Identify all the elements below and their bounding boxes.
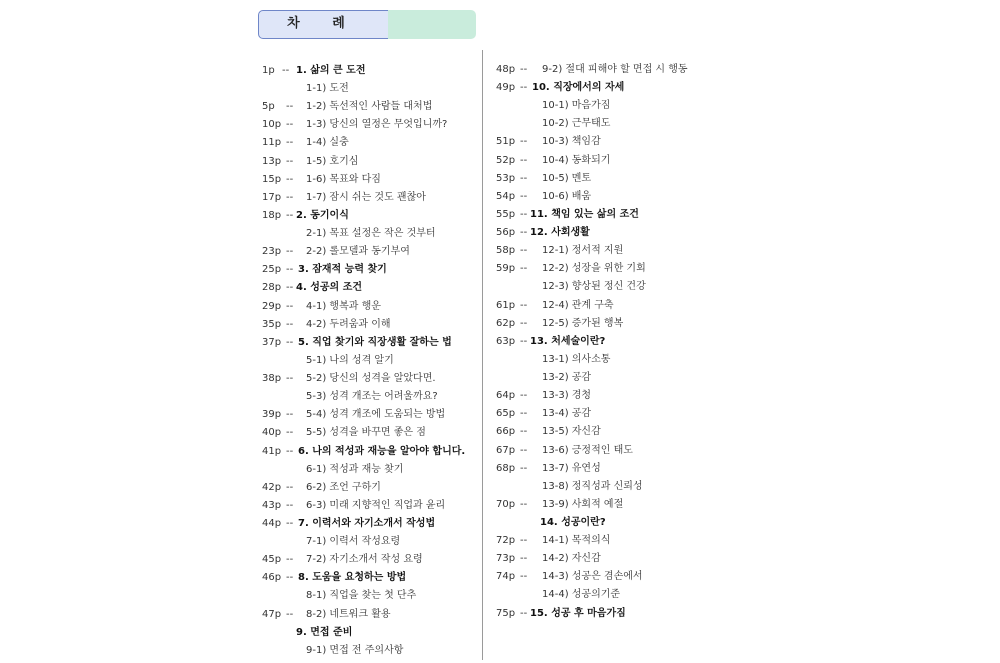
toc-leader-dash: --	[520, 263, 528, 275]
toc-entry-label[interactable]: 9. 면접 준비	[296, 626, 353, 638]
toc-leader-dash: --	[286, 137, 294, 149]
toc-leader-dash: --	[520, 335, 528, 347]
toc-page-number: 1p	[262, 65, 275, 76]
toc-page-number: 28p	[262, 282, 282, 294]
toc-chapter-entry	[0, 605, 626, 623]
toc-leader-dash: --	[286, 445, 294, 457]
toc-entry-label[interactable]: 14-3) 성공은 겸손에서	[542, 571, 643, 583]
toc-leader-dash: --	[286, 264, 294, 276]
toc-leader-dash: --	[286, 119, 294, 131]
toc-page-number: 52p	[496, 154, 516, 166]
toc-page-number: 13p	[262, 155, 282, 167]
toc-subsection-entry	[0, 133, 601, 151]
toc-subsection-entry	[0, 369, 592, 387]
toc-entry-label[interactable]: 13-3) 경청	[542, 390, 592, 402]
toc-page-number: 53p	[496, 172, 516, 184]
toc-leader-dash: --	[286, 608, 294, 620]
toc-page-number: 43p	[262, 499, 282, 511]
toc-entry-label[interactable]: 13-9) 사회적 예절	[542, 498, 624, 510]
toc-leader-dash: --	[286, 427, 294, 439]
toc-page-number: 49p	[496, 82, 516, 94]
toc-leader-dash: --	[286, 481, 294, 493]
toc-page-number: 70p	[496, 498, 516, 510]
toc-page-number: 66p	[496, 426, 516, 438]
toc-leader-dash: --	[286, 499, 294, 511]
toc-page-number: 75p	[496, 607, 516, 619]
toc-page-number: 63p	[496, 335, 516, 347]
toc-page-number: 55p	[496, 208, 516, 220]
toc-entry-label[interactable]: 10-2) 근무태도	[542, 118, 611, 130]
toc-entry-label[interactable]: 4-1) 행복과 행운	[306, 300, 381, 312]
toc-page-number: 65p	[496, 408, 516, 420]
toc-entry-label[interactable]: 7. 이력서와 자기소개서 작성법	[298, 518, 436, 529]
toc-entry-label[interactable]: 10. 직장에서의 자세	[532, 82, 625, 94]
toc-subsection-entry	[0, 442, 633, 460]
toc-entry-label[interactable]: 14. 성공이란?	[540, 517, 606, 528]
toc-subsection-entry	[0, 260, 646, 278]
toc-chapter-entry	[0, 624, 500, 642]
toc-page-number: 56p	[496, 227, 516, 239]
toc-entry-label[interactable]: 7-2) 자기소개서 작성 요령	[306, 554, 423, 566]
toc-entry-label[interactable]: 4. 성공의 조건	[296, 282, 363, 294]
toc-subsection-entry	[0, 550, 601, 568]
toc-entry-label[interactable]: 5-2) 당신의 성격을 알았다면.	[306, 373, 436, 385]
toc-leader-dash: --	[520, 426, 528, 438]
toc-page-number: 25p	[262, 264, 282, 276]
toc-entry-label[interactable]: 13-1) 의사소통	[542, 353, 611, 365]
toc-page-number: 73p	[496, 553, 516, 565]
toc-leader-dash: --	[286, 373, 294, 385]
toc-subsection-entry	[0, 115, 611, 133]
toc-entry-label[interactable]: 14-2) 자신감	[542, 553, 601, 565]
toc-entry-label[interactable]: 1-4) 실충	[306, 137, 349, 149]
toc-entry-label[interactable]: 8-2) 네트워크 활용	[306, 608, 391, 620]
toc-page-number: 46p	[262, 572, 282, 584]
toc-subsection-entry	[0, 478, 643, 496]
toc-entry-label[interactable]: 15. 성공 후 마음가짐	[530, 607, 626, 619]
toc-entry-label[interactable]: 5. 직업 찾기와 직장생활 잘하는 법	[298, 336, 452, 348]
toc-entry-label[interactable]: 14-1) 목적의식	[542, 535, 611, 547]
toc-page-number: 35p	[262, 318, 282, 330]
toc-page-number: 62p	[496, 317, 516, 329]
toc-subsection-entry	[0, 405, 592, 423]
toc-entry-label[interactable]: 14-4) 성공의기준	[542, 589, 621, 601]
toc-chapter-entry	[0, 224, 590, 242]
toc-entry-label[interactable]: 5-3) 성격 개조는 어려울까요?	[306, 391, 438, 403]
toc-leader-dash: --	[520, 136, 528, 148]
toc-chapter-entry	[0, 514, 606, 532]
toc-leader-dash: --	[286, 246, 294, 258]
toc-leader-dash: --	[286, 191, 294, 203]
toc-subsection-entry	[0, 351, 611, 369]
toc-entry-label[interactable]: 1-5) 호기심	[306, 155, 359, 167]
toc-page-number: 39p	[262, 409, 282, 421]
toc-entry-label[interactable]: 1-2) 독선적인 사람들 대처법	[306, 101, 433, 113]
toc-entry-label[interactable]: 1-1) 도전	[306, 83, 349, 95]
toc-page-number: 42p	[262, 481, 282, 493]
toc-page-number: 59p	[496, 263, 516, 275]
toc-subsection-entry	[0, 387, 592, 405]
toc-entry-label[interactable]: 13-5) 자신감	[542, 426, 601, 438]
toc-entry-label[interactable]: 13-8) 정직성과 신뢰성	[542, 480, 643, 492]
toc-leader-dash: --	[286, 300, 294, 312]
toc-entry-label[interactable]: 6. 나의 적성과 재능을 알아야 합니다.	[298, 445, 466, 457]
toc-leader-dash: --	[282, 65, 290, 76]
toc-leader-dash: --	[520, 553, 528, 565]
toc-entry-label[interactable]: 1. 삶의 큰 도전	[296, 65, 366, 76]
toc-entry-label[interactable]: 12-5) 증가된 행복	[542, 317, 624, 329]
toc-title: 차 례	[287, 16, 359, 31]
toc-subsection-entry	[0, 496, 624, 514]
toc-subsection-entry	[0, 315, 624, 333]
toc-leader-dash: --	[520, 154, 528, 166]
toc-leader-dash: --	[520, 208, 528, 220]
toc-entry-label[interactable]: 2. 동기이식	[296, 209, 349, 221]
toc-page-number: 44p	[262, 518, 282, 529]
toc-entry-label[interactable]: 6-3) 미래 지향적인 직업과 윤리	[306, 499, 446, 511]
toc-page-number: 41p	[262, 445, 282, 457]
toc-subsection-entry	[0, 242, 624, 260]
toc-leader-dash: --	[520, 64, 528, 75]
toc-leader-dash: --	[520, 607, 528, 619]
toc-page-number: 15p	[262, 173, 282, 185]
toc-subsection-entry	[0, 97, 611, 115]
toc-header	[258, 10, 476, 39]
toc-entry-label[interactable]: 5-5) 성격을 바꾸면 좋은 점	[306, 427, 426, 439]
toc-entry-label[interactable]: 5-4) 성격 개조에 도움되는 방법	[306, 409, 446, 421]
toc-leader-dash: --	[286, 282, 294, 294]
toc-leader-dash: --	[286, 101, 294, 113]
toc-entry-label[interactable]: 12-2) 성장을 위한 기회	[542, 263, 646, 275]
toc-leader-dash: --	[286, 554, 294, 566]
toc-page-number: 47p	[262, 608, 282, 620]
toc-entry-label[interactable]: 3. 잠재적 능력 찾기	[298, 264, 387, 276]
toc-leader-dash: --	[520, 571, 528, 583]
toc-subsection-entry	[0, 642, 500, 660]
toc-entry-label[interactable]: 12-1) 정서적 지원	[542, 245, 624, 257]
toc-leader-dash: --	[520, 190, 528, 202]
toc-entry-label[interactable]: 10-6) 배움	[542, 190, 592, 202]
toc-page-number: 23p	[262, 246, 282, 258]
toc-leader-dash: --	[286, 409, 294, 421]
toc-entry-label[interactable]: 12-3) 향상된 정신 건강	[542, 281, 646, 293]
toc-entry-label[interactable]: 1-3) 당신의 열정은 무엇입니까?	[306, 119, 448, 131]
toc-entry-label[interactable]: 9-2) 절대 피해야 할 면접 시 행동	[542, 64, 688, 75]
toc-page-number: 61p	[496, 299, 516, 311]
toc-leader-dash: --	[286, 209, 294, 221]
toc-entry-label[interactable]: 10-1) 마음가짐	[542, 100, 611, 112]
toc-entry-label[interactable]: 7-1) 이력서 작성요령	[306, 536, 401, 548]
toc-subsection-entry	[0, 568, 643, 586]
toc-subsection-entry	[0, 170, 592, 188]
toc-leader-dash: --	[286, 336, 294, 348]
toc-chapter-entry	[0, 79, 625, 97]
toc-leader-dash: --	[286, 318, 294, 330]
toc-chapter-entry	[0, 206, 639, 224]
toc-leader-dash: --	[520, 408, 528, 420]
toc-entry-label[interactable]: 1-7) 잠시 쉬는 것도 괜찮아	[306, 191, 426, 203]
toc-leader-dash: --	[520, 227, 528, 239]
toc-leader-dash: --	[286, 572, 294, 584]
toc-leader-dash: --	[286, 173, 294, 185]
toc-subsection-entry	[0, 61, 688, 79]
toc-entry-label[interactable]: 5-1) 나의 성격 알기	[306, 354, 394, 366]
toc-leader-dash: --	[520, 444, 528, 456]
toc-leader-dash: --	[520, 317, 528, 329]
toc-page-number: 58p	[496, 245, 516, 257]
toc-leader-dash: --	[520, 172, 528, 184]
toc-page-number: 40p	[262, 427, 282, 439]
toc-page-number: 18p	[262, 209, 282, 221]
toc-entry-label[interactable]: 13-4) 공감	[542, 408, 592, 420]
toc-entry-label[interactable]: 4-2) 두려움과 이해	[306, 318, 391, 330]
toc-entry-label[interactable]: 10-3) 책임감	[542, 136, 601, 148]
toc-entry-label[interactable]: 6-1) 적성과 재능 찾기	[306, 463, 404, 475]
toc-page-number: 67p	[496, 444, 516, 456]
toc-leader-dash: --	[520, 245, 528, 257]
toc-subsection-entry	[0, 460, 601, 478]
toc-entry-label[interactable]: 9-1) 면접 전 주의사항	[306, 644, 404, 656]
toc-entry-label[interactable]: 8-1) 직업을 찾는 첫 단추	[306, 590, 417, 602]
toc-leader-dash: --	[520, 82, 528, 94]
toc-subsection-entry	[0, 297, 614, 315]
toc-entry-label[interactable]: 12-4) 관계 구축	[542, 299, 614, 311]
toc-leader-dash: --	[520, 498, 528, 510]
toc-entry-label[interactable]: 1-6) 목표와 다짐	[306, 173, 381, 185]
toc-chapter-entry	[0, 333, 606, 351]
toc-entry-label[interactable]: 2-1) 목표 설정은 작은 것부터	[306, 228, 436, 240]
toc-subsection-entry	[0, 423, 601, 441]
toc-entry-label[interactable]: 13-2) 공감	[542, 372, 592, 384]
toc-page-number: 74p	[496, 571, 516, 583]
toc-page-number: 51p	[496, 136, 516, 148]
toc-leader-dash: --	[520, 390, 528, 402]
toc-leader-dash: --	[286, 518, 294, 529]
toc-entry-label[interactable]: 8. 도움을 요청하는 방법	[298, 572, 407, 584]
toc-subsection-entry	[0, 152, 611, 170]
toc-subsection-entry	[0, 278, 646, 296]
toc-entry-label[interactable]: 10-4) 동화되기	[542, 154, 611, 166]
toc-header-accent-box	[388, 10, 476, 39]
toc-page-number: 48p	[496, 64, 516, 75]
toc-page-number: 11p	[262, 137, 282, 149]
toc-entry-label[interactable]: 11. 책임 있는 삶의 조건	[530, 208, 639, 220]
toc-subsection-entry	[0, 188, 592, 206]
toc-entry-label[interactable]: 13-6) 긍정적인 태도	[542, 444, 633, 456]
toc-leader-dash: --	[520, 535, 528, 547]
toc-page-number: 17p	[262, 191, 282, 203]
toc-entry-label[interactable]: 13-7) 유연성	[542, 462, 601, 474]
toc-leader-dash: --	[286, 155, 294, 167]
toc-page-number: 10p	[262, 119, 282, 131]
toc-entry-label[interactable]: 12. 사회생활	[530, 227, 590, 239]
toc-leader-dash: --	[520, 462, 528, 474]
toc-page-number: 5p	[262, 101, 275, 113]
toc-page-number: 29p	[262, 300, 282, 312]
toc-page-number: 37p	[262, 336, 282, 348]
toc-entry-label[interactable]: 10-5) 멘토	[542, 172, 592, 184]
toc-entry-label[interactable]: 13. 처세술이란?	[530, 335, 606, 347]
toc-page-number: 54p	[496, 190, 516, 202]
toc-page-number: 64p	[496, 390, 516, 402]
toc-page-number: 45p	[262, 554, 282, 566]
toc-subsection-entry	[0, 532, 611, 550]
toc-subsection-entry	[0, 586, 621, 604]
toc-leader-dash: --	[520, 299, 528, 311]
toc-page-number: 38p	[262, 373, 282, 385]
toc-page-number: 72p	[496, 535, 516, 547]
toc-entry-label[interactable]: 6-2) 조언 구하기	[306, 481, 381, 493]
toc-entry-label[interactable]: 2-2) 롤모델과 동기부여	[306, 246, 410, 258]
toc-page-number: 68p	[496, 462, 516, 474]
